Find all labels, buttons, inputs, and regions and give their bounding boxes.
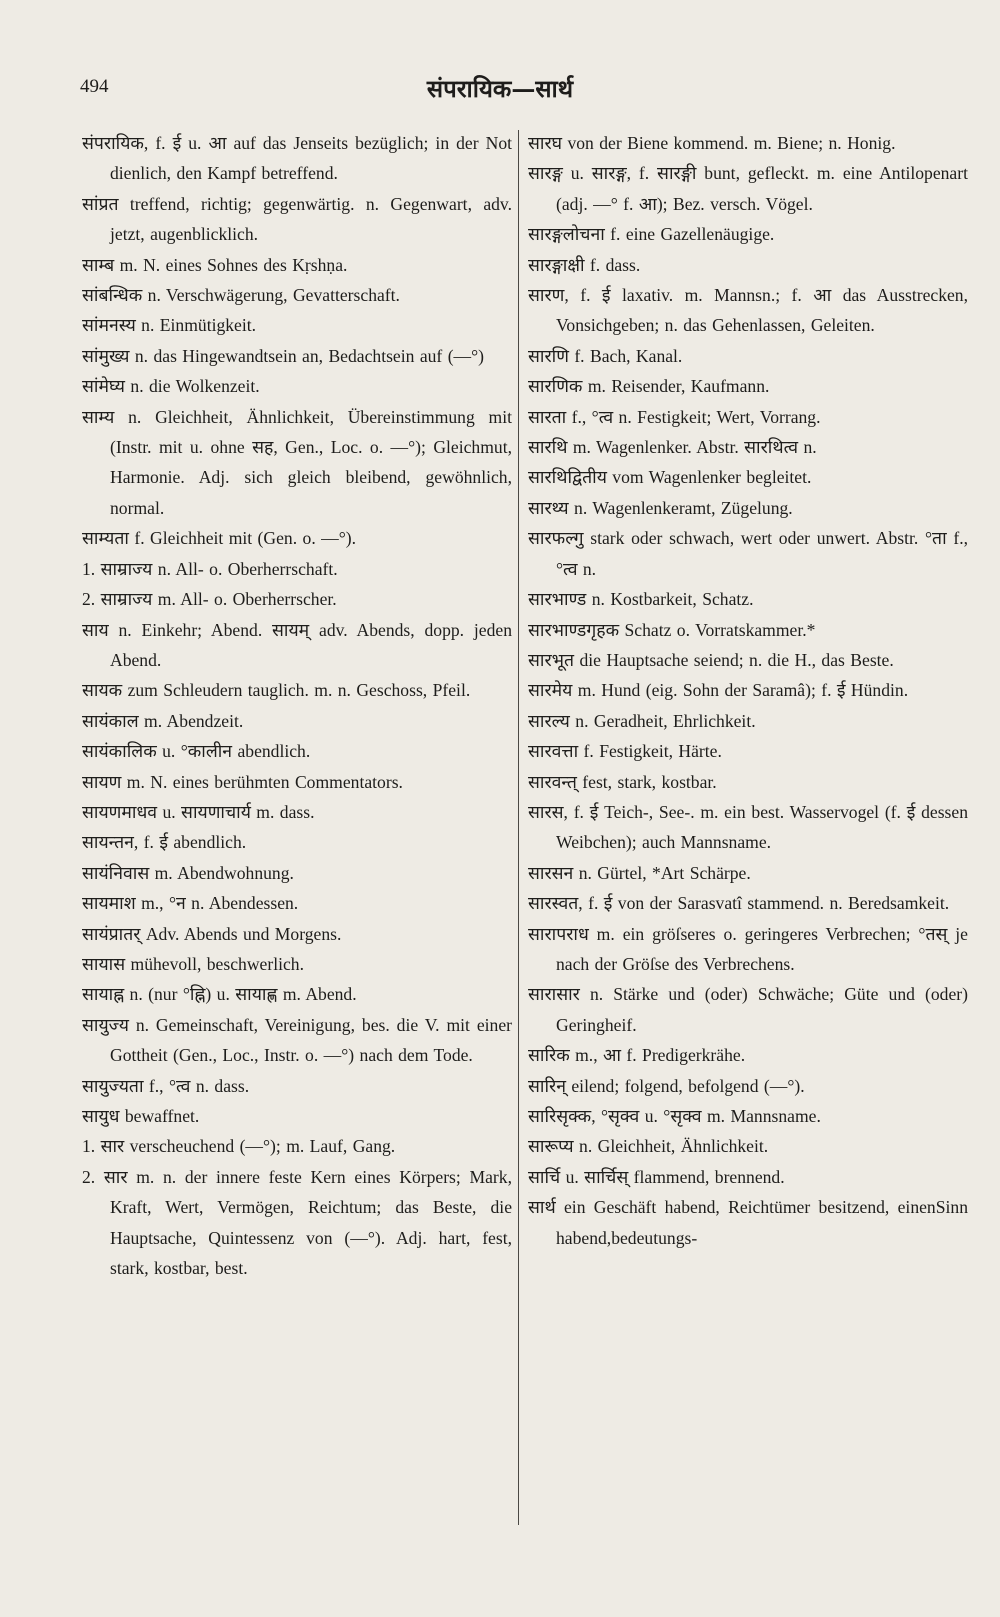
dictionary-entry: सारता f., °त्व n. Festigkeit; Wert, Vorrang. — [528, 406, 821, 427]
dictionary-entry: सारभाण्ड n. Kostbarkeit, Schatz. — [528, 589, 754, 610]
dictionary-entry: 1. सार verscheuchend (—°); m. Lauf, Gang. — [82, 1136, 396, 1157]
dictionary-entry: सारभाण्डगृहक Schatz o. Vorratskammer.* — [528, 619, 816, 640]
dictionary-entry: सायन्तन, f. ई abendlich. — [82, 832, 247, 853]
dictionary-entry: संपरायिक, f. ई u. आ auf das Jenseits bezüglich; in der Not dienlich, den Kampf betreffend. — [82, 133, 512, 184]
dictionary-entry: सायक zum Schleudern tauglich. m. n. Geschoss, Pfeil. — [82, 680, 471, 701]
dictionary-entry: सारिन् eilend; folgend, befolgend (—°). — [528, 1075, 805, 1096]
dictionary-entry: साय n. Einkehr; Abend. सायम् adv. Abends, dopp. jeden Abend. — [82, 619, 512, 670]
dictionary-entry: 2. सार m. n. der innere feste Kern eines Körpers; Mark, Kraft, Wert, Vermögen, Reichtum; das Beste, die Hauptsache, Quintessenz von (—°). Adj. hart, fest, stark, kostbar, best. — [82, 1166, 512, 1279]
dictionary-entry: सारूप्य n. Gleichheit, Ähnlichkeit. — [528, 1136, 769, 1157]
dictionary-entry: सारवन्त् fest, stark, kostbar. — [528, 771, 717, 792]
dictionary-entry: सांमुख्य n. das Hingewandtsein an, Bedachtsein auf (—°) — [82, 345, 485, 366]
dictionary-entry: सारल्य n. Geradheit, Ehrlichkeit. — [528, 710, 756, 731]
dictionary-entry: सारभूत die Hauptsache seiend; n. die H., das Beste. — [528, 649, 894, 670]
page-header — [0, 68, 1000, 108]
dictionary-entry: सारङ्गलोचना f. eine Gazellenäugige. — [528, 224, 775, 245]
right-column — [528, 128, 968, 1253]
dictionary-entry: सांमेघ्य n. die Wolkenzeit. — [82, 376, 260, 397]
dictionary-entry: सारमेय m. Hund (eig. Sohn der Saramâ); f. ई Hündin. — [528, 680, 909, 701]
dictionary-entry: साम्यता f. Gleichheit mit (Gen. o. —°). — [82, 528, 356, 549]
dictionary-entry: सांबन्धिक n. Verschwägerung, Gevatterschaft. — [82, 285, 400, 306]
dictionary-entry: सांमनस्य n. Einmütigkeit. — [82, 315, 257, 336]
dictionary-entry: सायंप्रातर् Adv. Abends und Morgens. — [82, 923, 342, 944]
dictionary-entry: सायुध bewaffnet. — [82, 1106, 200, 1126]
dictionary-entry: सारफल्गु stark oder schwach, wert oder unwert. Abstr. °ता f., °त्व n. — [528, 528, 968, 579]
left-column — [82, 128, 512, 1283]
dictionary-entry: सायणमाधव u. सायणाचार्य m. dass. — [82, 801, 315, 822]
dictionary-entry: सारिक m., आ f. Predigerkrähe. — [528, 1045, 746, 1066]
dictionary-entry: सारवत्ता f. Festigkeit, Härte. — [528, 741, 722, 762]
dictionary-entry: सायंकालिक u. °कालीन abendlich. — [82, 741, 311, 762]
dictionary-entry: सांप्रत treffend, richtig; gegenwärtig. n. Gegenwart, adv. jetzt, augenblicklich. — [82, 193, 512, 245]
dictionary-entry: सारस्वत, f. ई von der Sarasvatî stammend. n. Beredsamkeit. — [528, 893, 950, 914]
dictionary-entry: सारथिद्वितीय vom Wagenlenker begleitet. — [528, 467, 812, 488]
dictionary-entry: सारथ्य n. Wagenlenkeramt, Zügelung. — [528, 497, 793, 518]
dictionary-entry: सारणिक m. Reisender, Kaufmann. — [528, 376, 770, 397]
dictionary-entry: साम्ब m. N. eines Sohnes des Kṛshṇa. — [82, 254, 348, 275]
dictionary-entry: सार्चि u. सार्चिस् flammend, brennend. — [528, 1166, 785, 1187]
dictionary-entry: सायाह्न n. (nur °ह्नि) u. सायाह्ण m. Abend. — [82, 984, 357, 1005]
dictionary-entry: सायण m. N. eines berühmten Commentators. — [82, 771, 403, 792]
dictionary-entry: सारङ्ग u. सारङ्ग, f. सारङ्गी bunt, gefleckt. m. eine Antilopenart (adj. —° f. आ); Bez. versch. Vögel. — [528, 163, 968, 214]
dictionary-entry: सारघ von der Biene kommend. m. Biene; n. Honig. — [528, 133, 896, 153]
dictionary-entry: सायास mühevoll, beschwerlich. — [82, 953, 304, 974]
column-divider — [518, 130, 519, 1525]
dictionary-entry: सायुज्यता f., °त्व n. dass. — [82, 1075, 250, 1096]
dictionary-entry: सारासार n. Stärke und (oder) Schwäche; Güte und (oder) Geringheif. — [528, 984, 968, 1035]
dictionary-entry: साम्य n. Gleichheit, Ähnlichkeit, Übereinstimmung mit (Instr. mit u. ohne सह, Gen., Loc. o. —°); Gleichmut, Harmonie. Adj. sich gleich bleibend, gewöhnlich, normal. — [82, 406, 512, 518]
dictionary-entry: सारणि f. Bach, Kanal. — [528, 345, 683, 366]
dictionary-entry: 1. साम्राज्य n. All- o. Oberherrschaft. — [82, 558, 338, 579]
dictionary-entry: सार्थ ein Geschäft habend, Reichtümer besitzend, einenSinn habend,bedeutungs- — [528, 1197, 968, 1248]
dictionary-entry: सारण, f. ई laxativ. m. Mannsn.; f. आ das Ausstrecken, Vonsichgeben; n. das Gehenlassen, Geleiten. — [528, 285, 968, 336]
dictionary-entry: सारसन n. Gürtel, *Art Schärpe. — [528, 862, 751, 883]
dictionary-entry: 2. साम्राज्य m. All- o. Oberherrscher. — [82, 589, 337, 610]
dictionary-entry: सारस, f. ई Teich-, See-. m. ein best. Wasservogel (f. ई dessen Weibchen); auch Mannsname. — [528, 801, 968, 853]
dictionary-entry: सारङ्गाक्षी f. dass. — [528, 254, 641, 275]
dictionary-entry: सारिसृक्क, °सृक्व u. °सृक्व m. Mannsname. — [528, 1106, 821, 1126]
dictionary-entry: सायुज्य n. Gemeinschaft, Vereinigung, bes. die V. mit einer Gottheit (Gen., Loc., Instr. o. —°) nach dem Tode. — [82, 1014, 512, 1066]
dictionary-entry: सायमाश m., °न n. Abendessen. — [82, 893, 299, 914]
dictionary-entry: सायंकाल m. Abendzeit. — [82, 710, 244, 731]
running-head: संपरायिक—सार्थ — [426, 74, 574, 103]
page-number: 494 — [80, 76, 109, 97]
dictionary-entry: सारथि m. Wagenlenker. Abstr. सारथित्व n. — [528, 437, 817, 458]
dictionary-entry: सायंनिवास m. Abendwohnung. — [82, 862, 294, 883]
dictionary-entry: सारापराध m. ein gröſseres o. geringeres Verbrechen; °तस् je nach der Gröſse des Verbrechens. — [528, 923, 968, 974]
